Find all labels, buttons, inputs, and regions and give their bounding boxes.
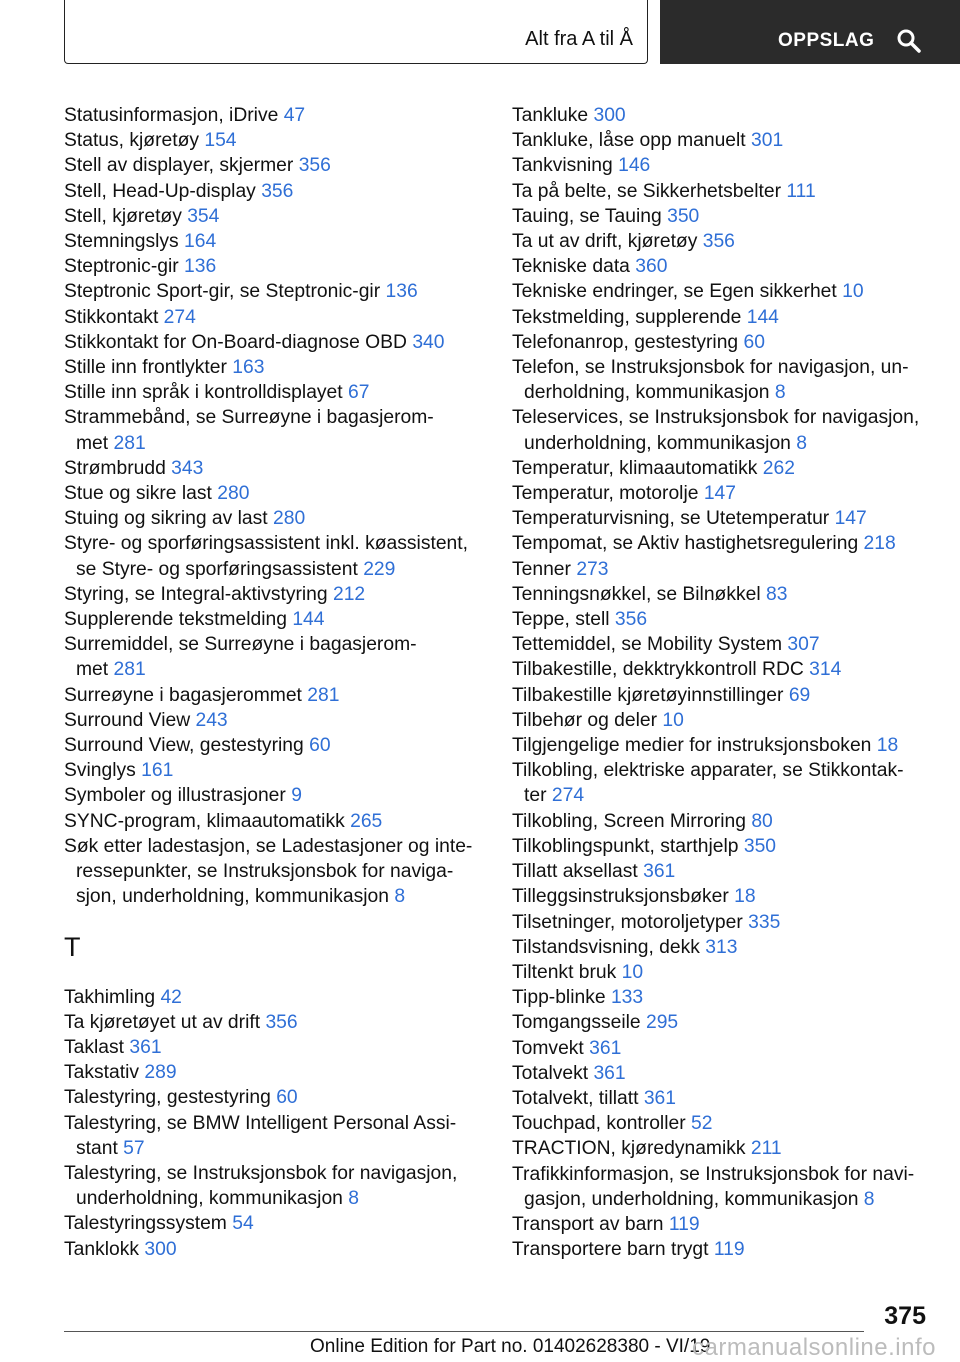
entry-text: Transport av barn (512, 1213, 664, 1235)
index-entry (512, 456, 932, 481)
page-link[interactable]: 147 (703, 483, 736, 505)
index-entry (512, 557, 932, 582)
page-link[interactable]: 356 (614, 609, 648, 631)
index-entry (512, 531, 932, 556)
page-link[interactable]: 350 (667, 205, 700, 227)
index-entry (64, 783, 474, 808)
entry-text: Stell, Head-Up-display (64, 180, 256, 202)
entry-text: Tekstmelding, supplerende (512, 306, 742, 328)
page-link[interactable]: 361 (643, 1087, 676, 1109)
entry-text: Tilbakestille kjøretøyinnstillinger (512, 684, 784, 706)
index-entry (64, 985, 474, 1010)
page-link[interactable]: 60 (743, 331, 765, 353)
index-entry (64, 254, 474, 279)
entry-text: Steptronic Sport-gir, se Steptronic-gir (64, 281, 381, 303)
index-entry-continuation (512, 380, 932, 405)
page-link[interactable]: 8 (348, 1188, 359, 1210)
entry-text: Tiltenkt bruk (512, 961, 617, 983)
entry-text: Tenner (512, 558, 571, 580)
index-entry (64, 305, 474, 330)
entry-text: Stue og sikre last (64, 483, 212, 505)
index-entry (512, 128, 932, 153)
entry-text: Statusinformasjon, iDrive (64, 105, 279, 126)
page-link[interactable]: 356 (702, 231, 735, 253)
page-link[interactable]: 356 (261, 180, 294, 202)
page-link[interactable]: 356 (265, 1011, 298, 1033)
entry-text: underholdning, kommunikasjon (76, 1188, 343, 1210)
entry-text: Tilleggsinstruksjonsbøker (512, 886, 729, 908)
page-link[interactable]: 361 (589, 1037, 622, 1059)
entry-text: Søk etter ladestasjon, se Ladestasjoner og inte- (64, 835, 473, 857)
page-link[interactable]: 144 (292, 609, 325, 631)
entry-text: Stell, kjøretøy (64, 205, 182, 227)
index-entry (64, 1085, 474, 1110)
page-link[interactable]: 335 (748, 911, 781, 933)
entry-text: Telefonanrop, gestestyring (512, 331, 739, 353)
entry-text: Tomgangsseile (512, 1012, 641, 1034)
page-link[interactable]: 9 (291, 785, 302, 807)
index-entry-continuation (64, 1186, 474, 1211)
index-entry (512, 859, 932, 884)
entry-text: Stell av displayer, skjermer (64, 155, 294, 177)
page-link[interactable]: 300 (593, 105, 626, 126)
index-entry (64, 179, 474, 204)
index-entry (64, 506, 474, 531)
entry-text: Strømbrudd (64, 457, 166, 479)
index-entry-continuation (512, 783, 932, 808)
index-entry (512, 1061, 932, 1086)
entry-text: Status, kjøretøy (64, 130, 199, 152)
entry-text: Supplerende tekstmelding (64, 609, 287, 631)
index-entry (512, 758, 932, 783)
page-link[interactable]: 154 (204, 130, 237, 152)
page-link[interactable]: 281 (113, 659, 146, 681)
index-entry (64, 1035, 474, 1060)
page-link[interactable]: 281 (307, 684, 340, 706)
page-link[interactable]: 211 (750, 1138, 782, 1160)
index-entry (512, 305, 932, 330)
page-link[interactable]: 8 (796, 432, 807, 454)
page-link[interactable]: 57 (123, 1137, 145, 1159)
entry-text: Talestyring, se BMW Intelligent Personal Assi- (64, 1112, 457, 1134)
page-link[interactable]: 47 (283, 105, 306, 126)
index-entry (64, 279, 474, 304)
index-entry (512, 582, 932, 607)
index-entry (64, 834, 474, 859)
index-entry (64, 632, 474, 657)
page-link[interactable]: 300 (144, 1238, 177, 1260)
page-link[interactable]: 42 (160, 986, 182, 1008)
entry-text: Transportere barn trygt (512, 1239, 709, 1261)
entry-text: Stille inn frontlykter (64, 357, 227, 379)
index-entry (512, 632, 932, 657)
index-entry (64, 683, 474, 708)
index-entry (512, 1162, 932, 1187)
page-link[interactable]: 262 (762, 457, 795, 479)
page-link[interactable]: 163 (232, 357, 265, 379)
page-link[interactable]: 10 (842, 281, 864, 303)
index-column-left (64, 103, 474, 1262)
index-entry (512, 204, 932, 229)
index-entry (64, 607, 474, 632)
index-entry (512, 355, 932, 380)
section-tab[interactable] (64, 0, 648, 64)
page-link[interactable]: 18 (734, 886, 756, 908)
entry-text: Teleservices, se Instruksjonsbok for navigasjon, (512, 407, 920, 429)
page-link[interactable]: 313 (705, 936, 738, 958)
entry-text: Surround View (64, 709, 191, 731)
index-entry (512, 935, 932, 960)
index-entry (512, 657, 932, 682)
index-entry (64, 481, 474, 506)
page-link[interactable]: 111 (786, 180, 816, 202)
index-entry (64, 758, 474, 783)
entry-text: Tekniske data (512, 256, 630, 278)
entry-text: Tempomat, se Aktiv hastighetsregulering (512, 533, 859, 555)
index-entry (512, 884, 932, 909)
entry-text: Tilkobling, elektriske apparater, se Stikkontak- (512, 760, 904, 782)
index-entry (512, 254, 932, 279)
entry-text: Touchpad, kontroller (512, 1113, 686, 1135)
page-link[interactable]: 360 (635, 256, 668, 278)
entry-text: Surround View, gestestyring (64, 735, 304, 757)
page-link[interactable]: 280 (217, 483, 250, 505)
page-link[interactable]: 343 (171, 457, 204, 479)
index-entry-continuation (64, 884, 474, 909)
entry-text: Temperaturvisning, se Utetemperatur (512, 508, 830, 530)
index-entry (512, 960, 932, 985)
page-link[interactable]: 146 (618, 155, 651, 177)
entry-text: Styring, se Integral-aktivstyring (64, 583, 328, 605)
index-entry (64, 153, 474, 178)
page-link[interactable]: 280 (273, 508, 306, 530)
section-title: Alt fra A til Å (525, 28, 633, 50)
index-entry (512, 683, 932, 708)
page-link[interactable]: 273 (576, 558, 609, 580)
index-entry (64, 1060, 474, 1085)
page-link[interactable]: 133 (610, 987, 644, 1009)
entry-text: Takhimling (64, 986, 156, 1008)
page-link[interactable]: 10 (662, 709, 684, 731)
entry-text: Stemningslys (64, 231, 179, 253)
index-entry-continuation (512, 431, 932, 456)
page-link[interactable]: 361 (129, 1036, 162, 1058)
entry-text: SYNC-program, klimaautomatikk (64, 810, 345, 832)
page-link[interactable]: 350 (743, 835, 777, 857)
page-link[interactable]: 274 (163, 306, 196, 328)
entry-text: Tomvekt (512, 1037, 584, 1059)
page-link[interactable]: 218 (863, 533, 896, 555)
entry-text: Tenningsnøkkel, se Bilnøkkel (512, 583, 761, 605)
entry-text: met (76, 659, 109, 681)
index-entry (64, 355, 474, 380)
index-entry (512, 607, 932, 632)
entry-text: gasjon, underholdning, kommunikasjon (524, 1188, 859, 1210)
page-link[interactable]: 164 (184, 231, 217, 253)
entry-text: Taklast (64, 1036, 125, 1058)
index-entry-continuation (64, 431, 474, 456)
page-link[interactable]: 289 (144, 1062, 177, 1084)
index-entry (512, 910, 932, 935)
index-entry (64, 582, 474, 607)
entry-text: Tilstandsvisning, dekk (512, 936, 700, 958)
index-entry (512, 1136, 932, 1161)
index-entry (64, 204, 474, 229)
entry-text: Tanklokk (64, 1238, 140, 1260)
page-link[interactable]: 361 (643, 861, 676, 883)
page-link[interactable]: 80 (751, 810, 773, 832)
entry-text: TRACTION, kjøredynamikk (512, 1138, 746, 1160)
page-link[interactable]: 119 (668, 1213, 700, 1235)
page-link[interactable]: 243 (195, 709, 228, 731)
index-entry (512, 179, 932, 204)
entry-text: Tillatt aksellast (512, 861, 638, 883)
index-entry (64, 229, 474, 254)
entry-text: Tilbehør og deler (512, 709, 658, 731)
index-entry (512, 229, 932, 254)
footer-divider (64, 1331, 864, 1332)
index-entry (512, 1111, 932, 1136)
entry-text: Temperatur, motorolje (512, 483, 699, 505)
entry-text: underholdning, kommunikasjon (524, 432, 791, 454)
entry-text: Symboler og illustrasjoner (64, 785, 286, 807)
index-entry-continuation (64, 657, 474, 682)
index-entry (512, 1212, 932, 1237)
index-entry (512, 1086, 932, 1111)
page-link[interactable]: 136 (184, 256, 217, 278)
page-link[interactable]: 147 (834, 508, 867, 530)
index-entry (512, 279, 932, 304)
entry-text: Tankvisning (512, 155, 613, 177)
index-entry (512, 405, 932, 430)
page-link[interactable]: 8 (863, 1188, 875, 1210)
index-entry (512, 103, 932, 128)
index-list-t-continued (512, 103, 932, 1262)
entry-text: Stille inn språk i kontrolldisplayet (64, 382, 343, 404)
page-link[interactable]: 8 (394, 886, 406, 908)
index-list-s (64, 103, 474, 910)
entry-text: Stikkontakt for On-Board-diagnose OBD (64, 331, 407, 353)
page-link[interactable]: 212 (332, 583, 366, 605)
index-entry (64, 1161, 474, 1186)
entry-text: Styre- og sporføringsassistent inkl. køassistent, (64, 533, 468, 555)
page-link[interactable]: 161 (141, 760, 174, 782)
index-entry (64, 405, 474, 430)
entry-text: sjon, underholdning, kommunikasjon (76, 886, 389, 908)
index-entry (64, 1010, 474, 1035)
page-link[interactable]: 295 (645, 1012, 679, 1034)
lookup-label: OPPSLAG (778, 30, 875, 51)
page-link[interactable]: 54 (232, 1213, 254, 1235)
watermark: carmanualsonline.info (692, 1334, 936, 1361)
entry-text: Tilkobling, Screen Mirroring (512, 810, 746, 832)
entry-text: stant (76, 1137, 118, 1159)
page-link[interactable]: 307 (787, 634, 820, 656)
entry-text: Tilbakestille, dekktrykkontroll RDC (512, 659, 804, 681)
page-number: 375 (884, 1302, 926, 1330)
entry-text: ressepunkter, se Instruksjonsbok for naviga- (76, 861, 454, 883)
page-link[interactable]: 8 (774, 382, 786, 404)
lookup-tab[interactable] (660, 0, 960, 64)
entry-text: Telefon, se Instruksjonsbok for navigasjon, un- (512, 357, 909, 379)
entry-text: Talestyringssystem (64, 1213, 227, 1235)
index-entry-continuation (64, 557, 474, 582)
index-entry (512, 733, 932, 758)
index-entry-continuation (64, 859, 474, 884)
page-link[interactable]: 356 (298, 155, 331, 177)
page-link[interactable]: 67 (348, 382, 370, 404)
entry-text: Totalvekt (512, 1062, 589, 1084)
index-entry (64, 809, 474, 834)
index-entry (512, 330, 932, 355)
page-link[interactable]: 69 (788, 684, 811, 706)
letter-heading: T (64, 931, 81, 962)
entry-text: Tankluke, låse opp manuelt (512, 130, 746, 152)
index-column-right (512, 103, 932, 1262)
index-entry (512, 985, 932, 1010)
entry-text: Totalvekt, tillatt (512, 1087, 639, 1109)
page-link[interactable]: 340 (412, 331, 445, 353)
page-link[interactable]: 281 (113, 432, 146, 454)
entry-text: Tipp-blinke (512, 987, 606, 1009)
index-entry (64, 531, 474, 556)
entry-text: derholdning, kommunikasjon (524, 382, 770, 404)
entry-text: Trafikkinformasjon, se Instruksjonsbok for navi- (512, 1163, 915, 1185)
entry-text: Ta på belte, se Sikkerhetsbelter (512, 180, 782, 202)
page-link[interactable]: 52 (691, 1113, 713, 1135)
page-link[interactable]: 60 (276, 1087, 298, 1109)
page-link[interactable]: 119 (713, 1239, 745, 1261)
index-entry (512, 506, 932, 531)
entry-text: Ta ut av drift, kjøretøy (512, 231, 698, 253)
edition-text: Online Edition for Part no. 01402628380 - VI/19 (310, 1336, 711, 1357)
entry-text: Teppe, stell (512, 609, 610, 631)
index-entry-continuation (64, 1136, 474, 1161)
entry-text: Stikkontakt (64, 306, 159, 328)
index-entry (512, 809, 932, 834)
page-link[interactable]: 314 (809, 659, 842, 681)
entry-text: se Styre- og sporføringsassistent (76, 558, 358, 580)
index-entry (512, 1036, 932, 1061)
entry-text: Tekniske endringer, se Egen sikkerhet (512, 281, 837, 303)
index-list-t (64, 985, 474, 1262)
entry-text: Steptronic-gir (64, 256, 179, 278)
entry-text: met (76, 432, 109, 454)
index-entry (64, 380, 474, 405)
entry-text: Svinglys (64, 760, 136, 782)
index-entry (512, 481, 932, 506)
index-entry (512, 708, 932, 733)
entry-text: Stuing og sikring av last (64, 508, 268, 530)
index-entry (64, 103, 474, 128)
entry-text: Tauing, se Tauing (512, 205, 662, 227)
entry-text: Surremiddel, se Surreøyne i bagasjerom- (64, 634, 417, 656)
page-link[interactable]: 83 (765, 583, 788, 605)
search-icon (896, 28, 922, 54)
page-link[interactable]: 301 (751, 130, 784, 152)
index-entry-continuation (512, 1187, 932, 1212)
entry-text: ter (524, 785, 547, 807)
index-entry (64, 1237, 474, 1262)
index-entry (64, 1211, 474, 1236)
index-entry (64, 733, 474, 758)
index-entry (512, 834, 932, 859)
index-entry (512, 1237, 932, 1262)
entry-text: Surreøyne i bagasjerommet (64, 684, 302, 706)
page-link[interactable]: 60 (309, 735, 331, 757)
index-entry (64, 330, 474, 355)
page-link[interactable]: 265 (350, 810, 383, 832)
page-link[interactable]: 136 (385, 281, 418, 303)
entry-text: Temperatur, klimaautomatikk (512, 457, 758, 479)
entry-text: Tilgjengelige medier for instruksjonsboken (512, 735, 872, 757)
index-entry (512, 153, 932, 178)
page-link[interactable]: 274 (551, 785, 585, 807)
entry-text: Talestyring, gestestyring (64, 1087, 271, 1109)
index-entry (64, 708, 474, 733)
entry-text: Ta kjøretøyet ut av drift (64, 1011, 261, 1033)
index-entry (64, 128, 474, 153)
entry-text: Tilsetninger, motoroljetyper (512, 911, 743, 933)
page-link[interactable]: 18 (876, 735, 899, 757)
index-entry (512, 1010, 932, 1035)
page-link[interactable]: 354 (187, 205, 220, 227)
entry-text: Tilkoblingspunkt, starthjelp (512, 835, 739, 857)
page-link[interactable]: 10 (621, 961, 644, 983)
entry-text: Strammebånd, se Surreøyne i bagasjerom- (64, 407, 434, 429)
entry-text: Tankluke (512, 105, 589, 126)
page-link[interactable]: 144 (746, 306, 779, 328)
page-link[interactable]: 229 (363, 558, 396, 580)
entry-text: Talestyring, se Instruksjonsbok for navigasjon, (64, 1162, 458, 1184)
entry-text: Takstativ (64, 1062, 140, 1084)
index-entry (64, 1111, 474, 1136)
page-link[interactable]: 361 (593, 1062, 626, 1084)
index-entry (64, 456, 474, 481)
entry-text: Tettemiddel, se Mobility System (512, 634, 783, 656)
